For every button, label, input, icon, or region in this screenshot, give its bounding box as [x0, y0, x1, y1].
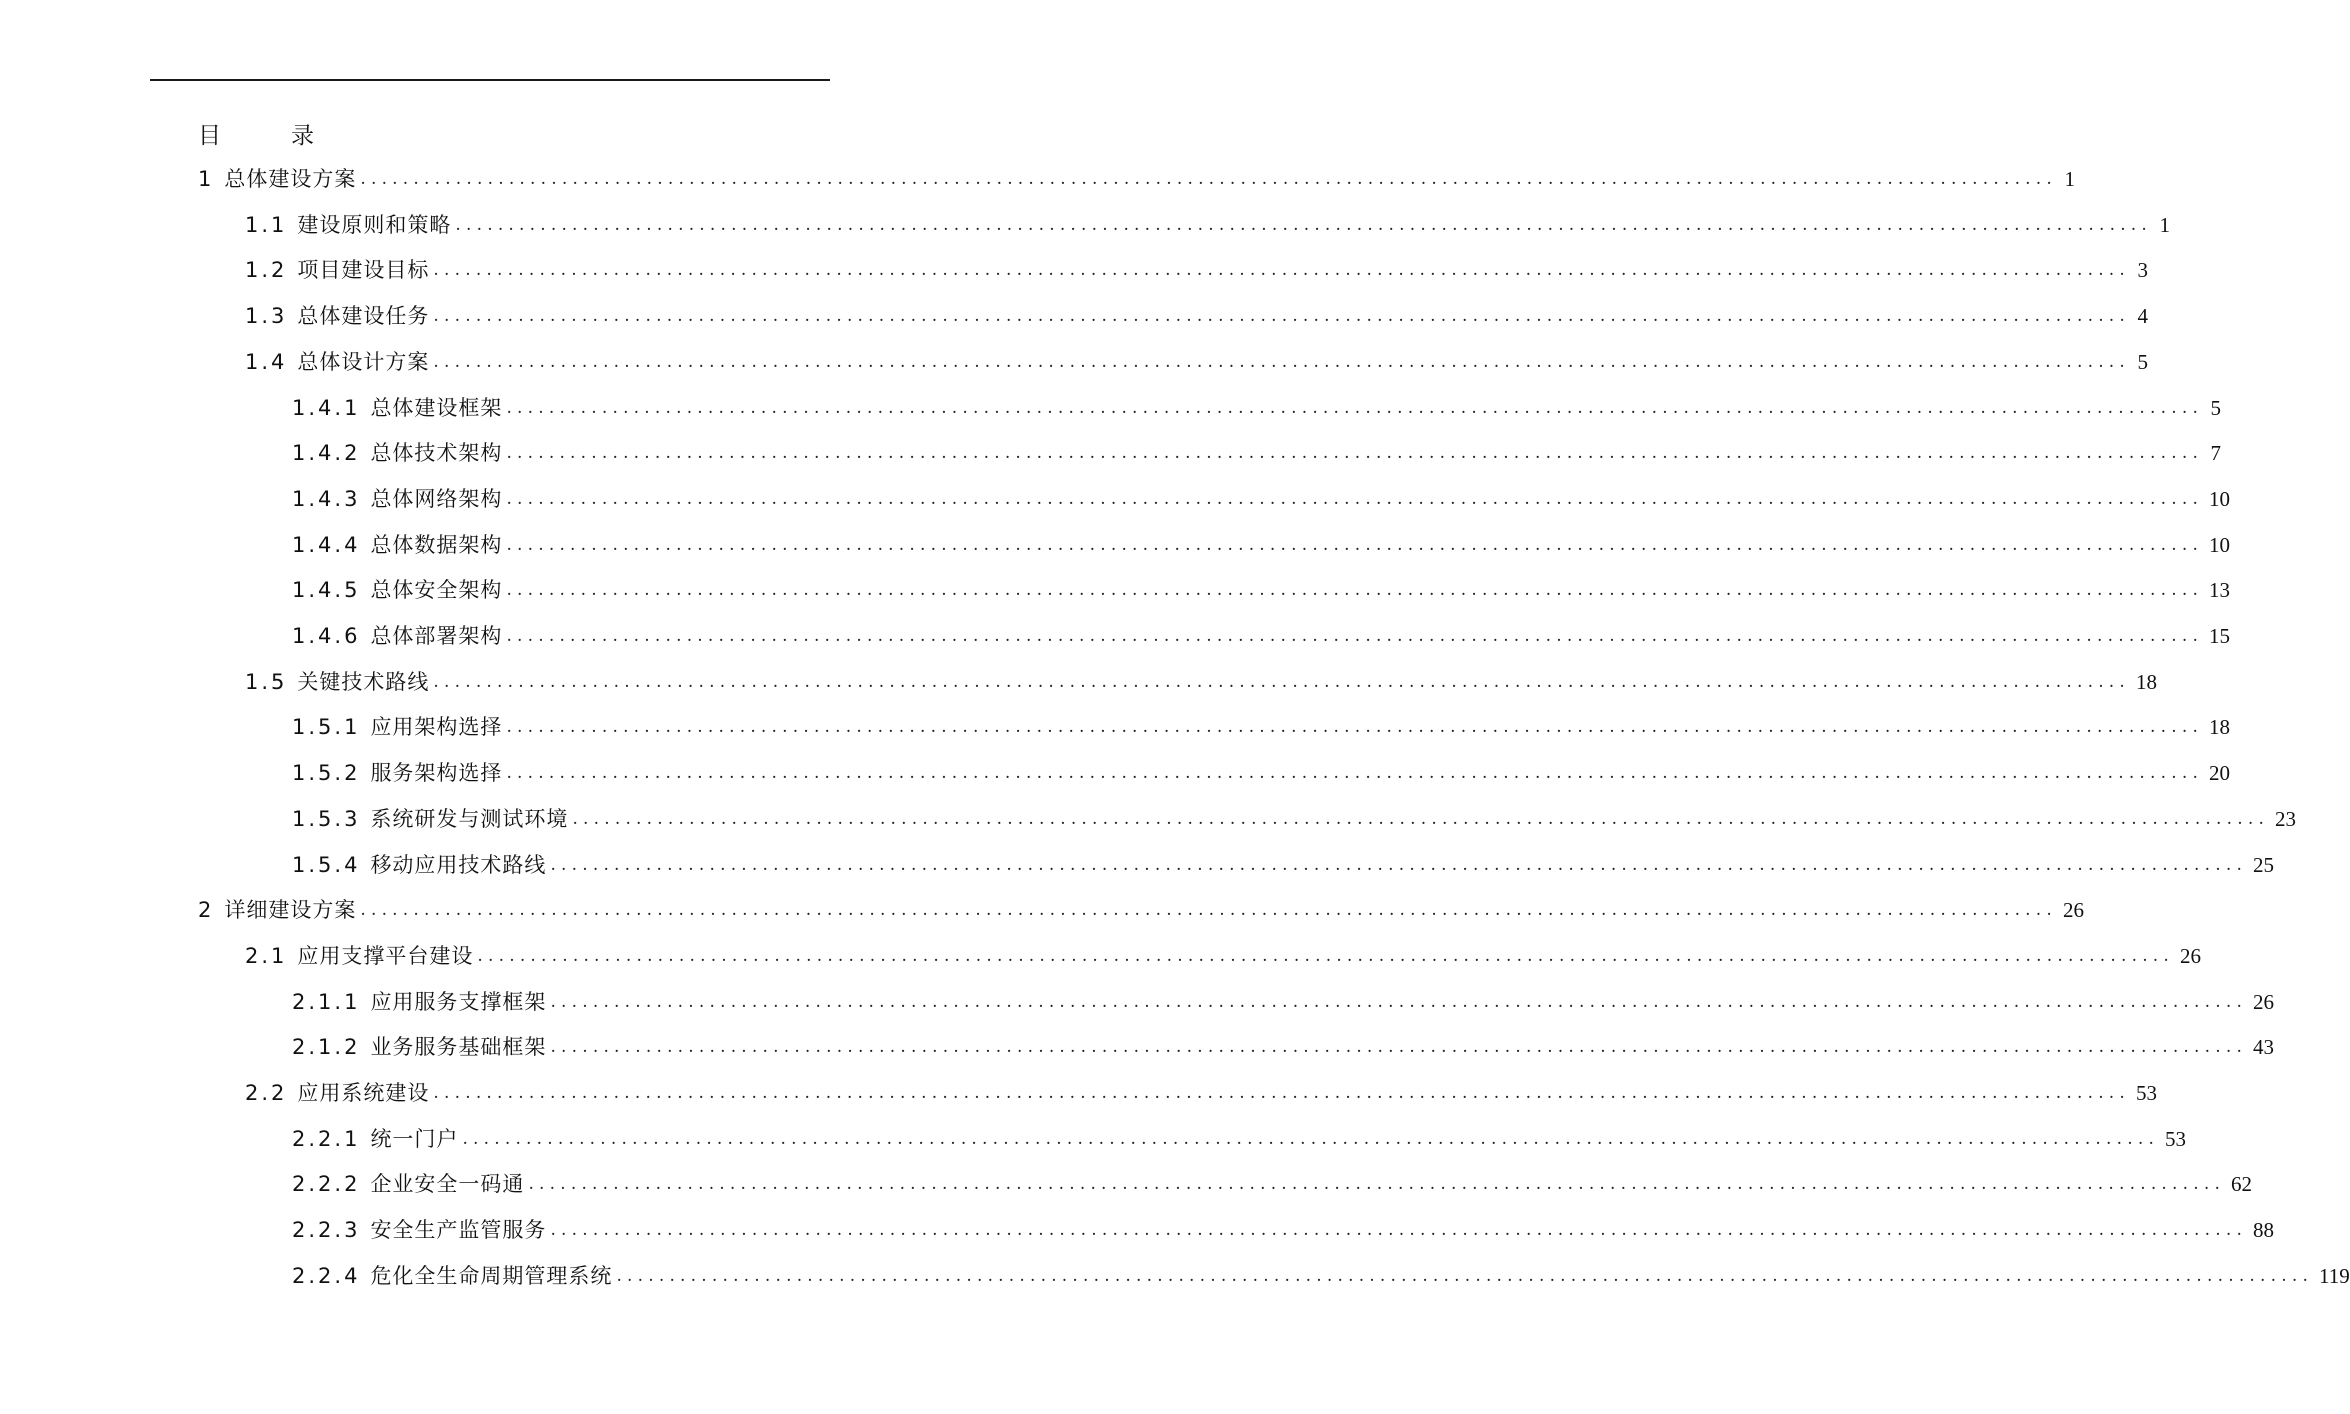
toc-entry-number: 1.4.4 [292, 533, 361, 557]
toc-entry-page: 1 [2064, 167, 2075, 191]
toc-entry-title: 安全生产监管服务 [370, 1218, 547, 1242]
toc-entry[interactable] [292, 479, 2231, 519]
toc-entry-title: 总体建设框架 [370, 396, 503, 420]
toc-entry-page: 10 [2209, 487, 2231, 511]
toc-dot-leader: ................................................................................................................................................................ [477, 946, 2175, 966]
toc-entry-page: 18 [2136, 670, 2158, 694]
toc-entry-number: 1.4.2 [292, 441, 361, 465]
toc-dot-leader: ................................................................................................................................................................ [550, 1037, 2248, 1057]
toc-dot-leader: ................................................................................................................................................................ [433, 1083, 2131, 1103]
toc-heading-char: 目 [198, 122, 221, 149]
toc-entry-page: 1 [2159, 213, 2171, 237]
toc-entry-page: 43 [2253, 1035, 2275, 1059]
toc-dot-leader: ................................................................................................................................................................ [550, 855, 2248, 875]
toc-entry-page: 53 [2165, 1127, 2187, 1151]
toc-entry-number: 2.2.1 [292, 1127, 361, 1151]
toc-dot-leader: ................................................................................................................................................................ [360, 169, 2057, 189]
toc-entry-page: 10 [2209, 533, 2231, 557]
toc-entry-title: 业务服务基础框架 [370, 1035, 547, 1059]
toc-entry-page: 18 [2209, 715, 2231, 739]
toc-entry[interactable] [245, 936, 2202, 976]
toc-entry-page: 5 [2210, 396, 2222, 420]
toc-entry-page: 26 [2062, 898, 2084, 922]
toc-entry-title: 总体设计方案 [297, 350, 430, 374]
toc-dot-leader: ................................................................................................................................................................ [455, 215, 2153, 235]
toc-entry[interactable] [292, 982, 2275, 1022]
toc-dot-leader: ................................................................................................................................................................ [506, 763, 2204, 783]
toc-dot-leader: ................................................................................................................................................................ [433, 352, 2131, 372]
toc-entry-number: 2.1 [245, 944, 288, 968]
toc-entry[interactable] [292, 1210, 2275, 1250]
toc-dot-leader: ................................................................................................................................................................ [506, 398, 2204, 418]
toc-entry-page: 25 [2253, 853, 2275, 877]
toc-entry-page: 13 [2209, 578, 2231, 602]
toc-entry[interactable] [198, 159, 2075, 199]
toc-entry-title: 统一门户 [370, 1127, 459, 1151]
toc-entry-number: 1.3 [245, 304, 288, 328]
toc-entry-number: 2.2.4 [292, 1264, 361, 1288]
toc-entry-number: 1.2 [245, 258, 288, 282]
toc-dot-leader: ................................................................................................................................................................ [616, 1266, 2314, 1286]
toc-entry-title: 系统研发与测试环境 [370, 807, 569, 831]
toc-entry[interactable] [292, 1119, 2187, 1159]
toc-entry-page: 5 [2137, 350, 2149, 374]
toc-entry-title: 应用支撑平台建设 [297, 944, 474, 968]
toc-entry-number: 1 [198, 167, 215, 191]
toc-entry[interactable] [292, 1256, 2350, 1296]
toc-entry-page: 119 [2319, 1264, 2350, 1288]
toc-entry-title: 总体部署架构 [370, 624, 503, 648]
toc-entry-title: 应用系统建设 [297, 1081, 430, 1105]
toc-entry-number: 1.1 [245, 213, 288, 237]
toc-entry-title: 总体网络架构 [370, 487, 503, 511]
toc-entry-number: 1.4.3 [292, 487, 361, 511]
toc-entry-number: 1.5.4 [292, 853, 361, 877]
toc-entry-page: 26 [2180, 944, 2202, 968]
header-rule [150, 79, 830, 81]
toc-entry-number: 2.2.2 [292, 1172, 361, 1196]
toc-entry-title: 移动应用技术路线 [370, 853, 547, 877]
toc-dot-leader: ................................................................................................................................................................ [506, 443, 2204, 463]
toc-entry-number: 2.2 [245, 1081, 288, 1105]
toc-entry-title: 总体数据架构 [370, 533, 503, 557]
toc-entry-page: 20 [2209, 761, 2231, 785]
toc-dot-leader: ................................................................................................................................................................ [506, 626, 2204, 646]
toc-entry-page: 15 [2209, 624, 2231, 648]
toc-dot-leader: ................................................................................................................................................................ [506, 717, 2204, 737]
toc-entry[interactable] [245, 296, 2149, 336]
toc-entry-number: 1.5 [245, 670, 288, 694]
toc-entry[interactable] [245, 342, 2149, 382]
toc-entry-page: 53 [2136, 1081, 2158, 1105]
toc-entry-number: 1.4.5 [292, 578, 361, 602]
toc-entry[interactable] [292, 388, 2222, 428]
toc-entry-number: 1.5.3 [292, 807, 361, 831]
toc-entry-page: 62 [2231, 1172, 2253, 1196]
toc-entry-number: 2 [198, 898, 215, 922]
toc-entry-title: 企业安全一码通 [370, 1172, 525, 1196]
toc-dot-leader: ................................................................................................................................................................ [550, 1220, 2248, 1240]
toc-entry[interactable] [292, 570, 2231, 610]
toc-dot-leader: ................................................................................................................................................................ [550, 992, 2248, 1012]
toc-entry-number: 1.4 [245, 350, 288, 374]
toc-entry-number: 2.1.1 [292, 990, 361, 1014]
toc-dot-leader: ................................................................................................................................................................ [462, 1129, 2160, 1149]
toc-entry-number: 2.1.2 [292, 1035, 361, 1059]
toc-dot-leader: ................................................................................................................................................................ [506, 489, 2204, 509]
toc-entry-title: 项目建设目标 [297, 258, 430, 282]
toc-entry[interactable] [292, 1027, 2275, 1067]
toc-entry[interactable] [245, 205, 2171, 245]
toc-entry[interactable] [245, 1073, 2158, 1113]
toc-entry-title: 总体安全架构 [370, 578, 503, 602]
toc-entry-title: 总体建设任务 [297, 304, 430, 328]
toc-entry-title: 关键技术路线 [297, 670, 430, 694]
toc-entry-title: 建设原则和策略 [297, 213, 452, 237]
toc-entry-title: 总体建设方案 [224, 167, 357, 191]
toc-entry-title: 详细建设方案 [224, 898, 357, 922]
toc-heading [198, 113, 314, 153]
toc-entry-title: 服务架构选择 [370, 761, 503, 785]
toc-entry[interactable] [198, 890, 2084, 930]
toc-entry[interactable] [292, 707, 2231, 747]
toc-entry-page: 3 [2137, 258, 2149, 282]
toc-entry-page: 7 [2210, 441, 2222, 465]
toc-dot-leader: ................................................................................................................................................................ [433, 306, 2131, 326]
toc-entry-title: 应用服务支撑框架 [370, 990, 547, 1014]
toc-dot-leader: ................................................................................................................................................................ [572, 809, 2270, 829]
toc-dot-leader: ................................................................................................................................................................ [506, 535, 2204, 555]
toc-dot-leader: ................................................................................................................................................................ [433, 672, 2131, 692]
toc-entry-title: 总体技术架构 [370, 441, 503, 465]
toc-dot-leader: ................................................................................................................................................................ [360, 900, 2057, 920]
toc-entry-page: 4 [2137, 304, 2149, 328]
toc-entry-page: 88 [2253, 1218, 2275, 1242]
toc-entry[interactable] [245, 250, 2149, 290]
toc-entry-page: 23 [2275, 807, 2297, 831]
toc-entry-number: 1.4.6 [292, 624, 361, 648]
toc-dot-leader: ................................................................................................................................................................ [506, 580, 2204, 600]
toc-dot-leader: ................................................................................................................................................................ [433, 260, 2131, 280]
toc-heading-char: 录 [291, 122, 314, 149]
toc-entry-number: 1.4.1 [292, 396, 361, 420]
toc-entry-number: 1.5.1 [292, 715, 361, 739]
toc-entry[interactable] [292, 525, 2231, 565]
toc-entry[interactable] [292, 433, 2222, 473]
toc-entry-number: 2.2.3 [292, 1218, 361, 1242]
toc-entry[interactable] [292, 616, 2231, 656]
toc-entry-title: 危化全生命周期管理系统 [370, 1264, 613, 1288]
toc-entry[interactable] [245, 662, 2158, 702]
toc-entry[interactable] [292, 1164, 2253, 1204]
toc-entry-title: 应用架构选择 [370, 715, 503, 739]
toc-entry-number: 1.5.2 [292, 761, 361, 785]
toc-entry[interactable] [292, 845, 2275, 885]
toc-entry[interactable] [292, 753, 2231, 793]
toc-entry-page: 26 [2253, 990, 2275, 1014]
toc-dot-leader: ................................................................................................................................................................ [528, 1174, 2226, 1194]
toc-entry[interactable] [292, 799, 2297, 839]
